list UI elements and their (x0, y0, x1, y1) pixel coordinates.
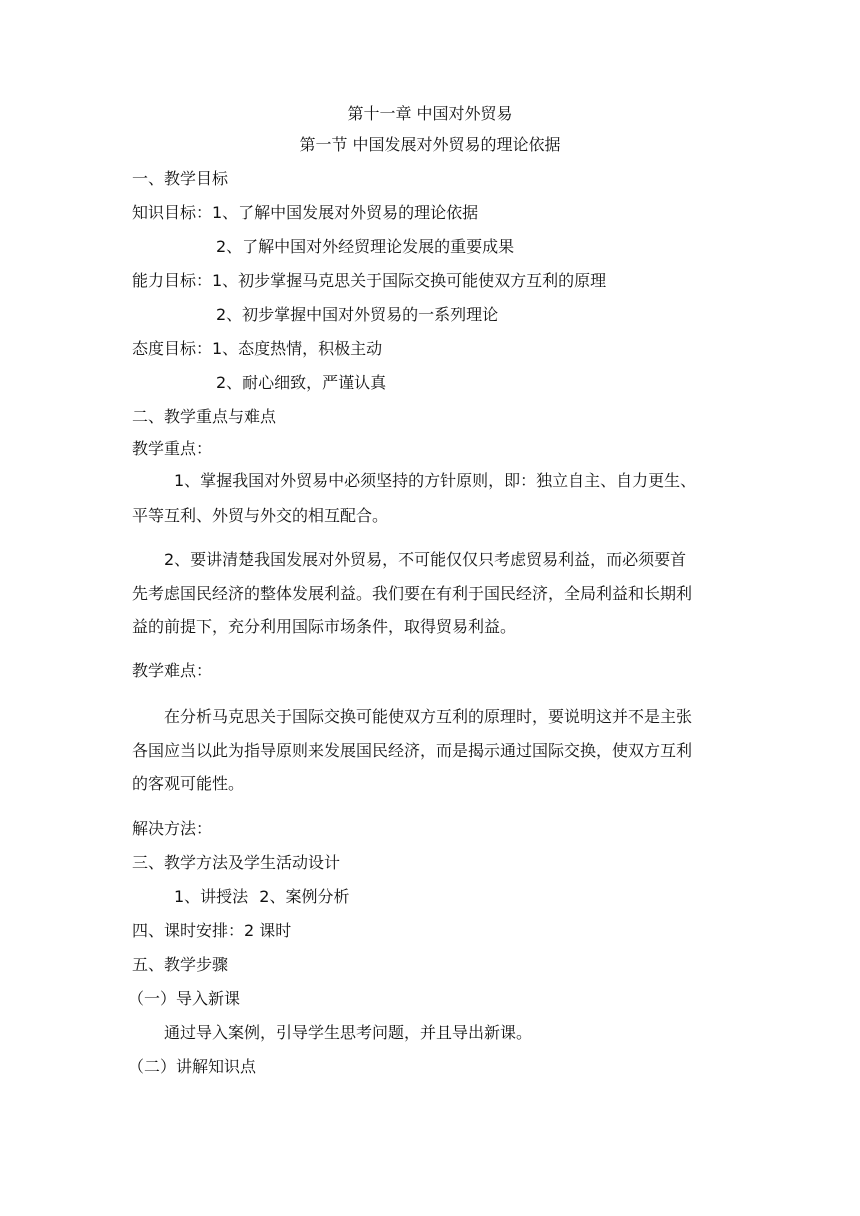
key-points-label: 教学重点： (132, 439, 213, 458)
heading-objectives: 一、教学目标 (132, 169, 229, 188)
chapter-title: 第十一章 中国对外贸易 (347, 104, 513, 123)
difficulty-line-1: 在分析马克思关于国际交换可能使双方互利的原理时，要说明这并不是主张 (164, 707, 693, 726)
key-point-1-line-1: 1、掌握我国对外贸易中必须坚持的方针原则，即：独立自主、自力更生、 (174, 471, 697, 490)
heading-hours: 四、课时安排：2 课时 (132, 921, 292, 940)
step-1-text: 通过导入案例，引导学生思考问题，并且导出新课。 (164, 1023, 533, 1042)
knowledge-objective-1: 知识目标：1、了解中国发展对外贸易的理论依据 (132, 203, 479, 222)
heading-methods: 三、教学方法及学生活动设计 (132, 853, 341, 872)
key-point-2-line-1: 2、要讲清楚我国发展对外贸易，不可能仅仅只考虑贸易利益，而必须要首 (164, 550, 687, 569)
difficulty-line-2: 各国应当以此为指导原则来发展国民经济，而是揭示通过国际交换，使双方互利 (132, 741, 693, 760)
heading-key-points: 二、教学重点与难点 (132, 407, 277, 426)
attitude-objective-1: 态度目标：1、态度热情，积极主动 (132, 339, 383, 358)
knowledge-objective-2: 2、了解中国对外经贸理论发展的重要成果 (216, 237, 515, 256)
solution-label: 解决方法： (132, 819, 213, 838)
heading-steps: 五、教学步骤 (132, 955, 229, 974)
difficulty-label: 教学难点： (132, 661, 213, 680)
methods-line: 1、讲授法 2、案例分析 (174, 887, 350, 906)
key-point-1-line-2: 平等互利、外贸与外交的相互配合。 (132, 506, 389, 525)
key-point-2-line-3: 益的前提下，充分利用国际市场条件，取得贸易利益。 (132, 617, 517, 636)
ability-objective-1: 能力目标：1、初步掌握马克思关于国际交换可能使双方互利的原理 (132, 271, 607, 290)
difficulty-line-3: 的客观可能性。 (132, 774, 245, 793)
ability-objective-2: 2、初步掌握中国对外贸易的一系列理论 (216, 305, 499, 324)
key-point-2-line-2: 先考虑国民经济的整体发展利益。我们要在有利于国民经济，全局利益和长期利 (132, 584, 693, 603)
section-title: 第一节 中国发展对外贸易的理论依据 (299, 135, 561, 154)
attitude-objective-2: 2、耐心细致，严谨认真 (216, 373, 387, 392)
step-1-heading: （一）导入新课 (128, 989, 241, 1008)
step-2-heading: （二）讲解知识点 (128, 1057, 257, 1076)
